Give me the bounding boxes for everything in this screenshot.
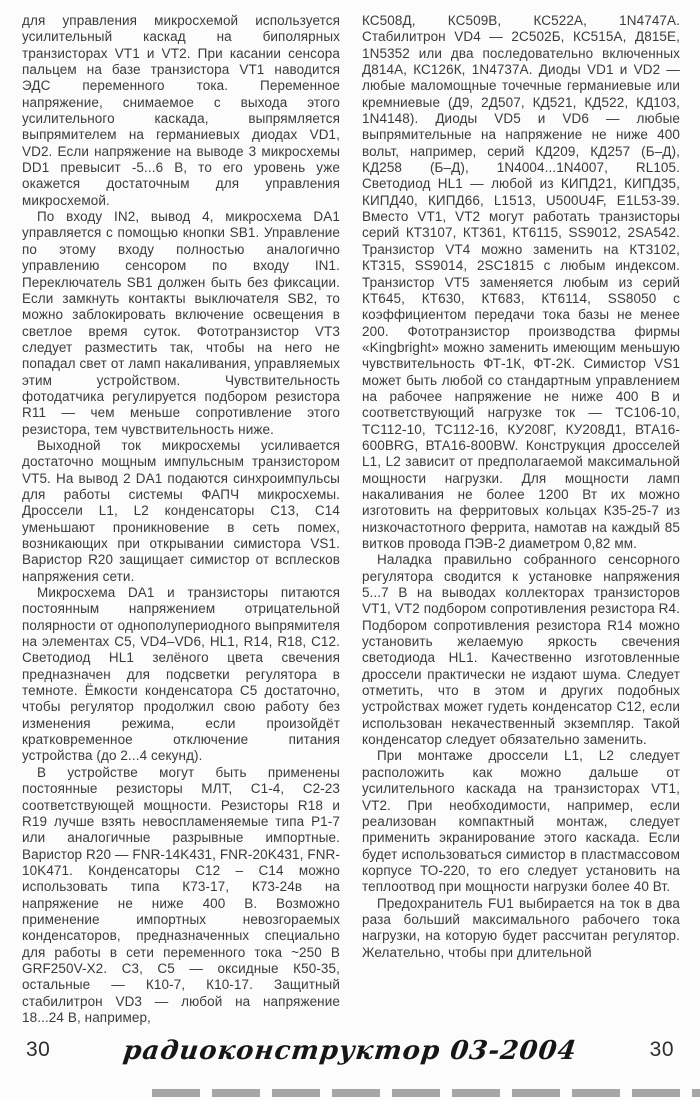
page-number-left: 30 (26, 1038, 51, 1061)
text-column-right (362, 13, 680, 1026)
page-footer (0, 1036, 700, 1076)
paragraph: для управления микросхемой используется усилительный каскад на биполярных транзисторах VT1 и VT2. При касании сенсора пальцем на базе транзистора VT1 наводится ЭДС переменного тока. Переменное напряжение, снимаемое с выхода этого усилительного каскада, выпрямляется выпрямителем на германиевых диодах VD1, VD2. Если напряжение на выводе 3 микросхемы DD1 превысит -5...6 В, то его уровень уже окажется достаточным для управления микросхемой. (22, 13, 340, 208)
paragraph: КС508Д, КС509В, КС522А, 1N4747A. Стабилитрон VD4 — 2С502Б, КС515А, Д815Е, 1N5352 или два последовательно включенных Д814А, КС126К, 1N4737A. Диоды VD1 и VD2 — любые маломощные точечные германиевые или кремниевые (Д9, 2Д507, КД521, КД522, КД103, 1N4148). Диоды VD5 и VD6 — любые выпрямительные на напряжение не ниже 400 вольт, например, серий КД209, КД257 (Б–Д), КД258 (Б–Д), 1N4004...1N4007, RL105. Светодиод HL1 — любой из КИПД21, КИПД35, КИПД40, КИПД66, L1513, U500U4F, E1L53-39. Вместо VT1, VT2 могут работать транзисторы серий КТ3107, КТ361, КТ6115, SS9012, 2SA542. Транзистор VT4 можно заменить на КТ3102, КТ315, SS9014, 2SC1815 с любым индексом. Транзистор VT5 заменяется любым из серий КТ645, КТ630, КТ683, КТ6114, SS8050 с коэффициентом передачи тока базы не менее 200. Фототранзистор производства фирмы «Kingbright» можно заменить имеющим меньшую чувствительность ФТ-1К, ФТ-2К. Симистор VS1 может быть любой со стандартным управлением на рабочее напряжение не ниже 400 В и соответствующий нагрузке ток — ТС106-10, ТС112-10, ТС112-16, КУ208Г, КУ208Д1, ВТА16-600BRG, ВТА16-800BW. Конструкция дросселей L1, L2 зависит от предполагаемой максимальной мощности нагрузки. Для мощности ламп накаливания не более 1200 Вт их можно изготовить на ферритовых кольцах К35-25-7 из низкочастотного феррита, намотав на каждый 85 витков провода ПЭВ-2 диаметром 0,82 мм. (362, 13, 680, 551)
journal-footer-title: радиоконструктор 03-2004 (121, 1036, 579, 1066)
paragraph: Микросхема DA1 и транзисторы питаются постоянным напряжением отрицательной полярности от однополупериодного выпрямителя на элементах С5, VD4–VD6, HL1, R14, R18, С12. Светодиод HL1 зелёного цвета свечения предназначен для подсветки регулятора в темноте. Ёмкости конденсатора С5 достаточно, чтобы регулятор продолжил свою работу без изменения режима, если произойдёт кратковременное отключение питания устройства (до 2...4 секунд). (22, 585, 340, 764)
paragraph: Предохранитель FU1 выбирается на ток в два раза больший максимального рабочего тока нагрузки, на которую будет рассчитан регулятор. Желательно, чтобы при длительной (362, 895, 680, 960)
paragraph: По входу IN2, вывод 4, микросхема DA1 управляется с помощью кнопки SB1. Управление по этому входу полностью аналогично управлению сенсором по входу IN1. Переключатель SB1 должен быть без фиксации. Если замкнуть контакты выключателя SB2, то можно заблокировать включение освещения в светлое время суток. Фототранзистор VT3 следует разместить так, чтобы на него не попадал свет от ламп накаливания, управляемых этим устройством. Чувствительность фотодатчика регулируется подбором резистора R11 — чем меньше сопротивление этого резистора, тем чувствительность ниже. (22, 209, 340, 437)
paragraph: В устройстве могут быть применены постоянные резисторы МЛТ, С1-4, С2-23 соответствующей мощности. Резисторы R18 и R19 лучше взять невоспламеняемые типа Р1-7 или аналогичные разрывные импортные. Варистор R20 — FNR-14K431, FNR-20K431, FNR-10K471. Конденсаторы С12 – С14 можно использовать типа К73-17, К73-24в на напряжение не ниже 400 В. Возможно применение импортных невозгораемых конденсаторов, предназначенных специально для работы в сети переменного тока ~250 В GRF250V-X2. С3, С5 — оксидные К50-35, остальные — К10-7, К10-17. Защитный стабилитрон VD3 — любой на напряжение 18...24 В, например, (22, 764, 340, 1025)
paragraph: Наладка правильно собранного сенсорного регулятора сводится к установке напряжения 5...7 В на выводах коллекторах транзисторов VT1, VT2 подбором сопротивления резистора R4. Подбором сопротивления резистора R14 можно установить желаемую яркость свечения светодиода HL1. Качественно изготовленные дроссели практически не издают шума. Следует отметить, что в этом и других подобных устройствах может гудеть конденсатор С12, если использован некачественный экземпляр. Такой конденсатор следует обязательно заменить. (362, 552, 680, 748)
scan-artifact-bar (152, 1089, 700, 1097)
page-number-right: 30 (649, 1038, 674, 1061)
paragraph: При монтаже дроссели L1, L2 следует расположить как можно дальше от усилительного каскада на транзисторах VT1, VT2. При необходимости, например, если реализован компактный монтаж, следует применить экранирование этого каскада. Если будет использоваться симистор в пластмассовом корпусе ТО-220, то его следует установить на теплоотвод при мощности нагрузки более 40 Вт. (362, 748, 680, 895)
paragraph: Выходной ток микросхемы усиливается достаточно мощным импульсным транзистором VT5. На вывод 2 DA1 подаются синхроимпульсы для работы системы ФАПЧ микросхемы. Дроссели L1, L2 конденсаторы С13, С14 уменьшают проникновение в сеть помех, возникающих при открывании симистора VS1. Варистор R20 защищает симистор от всплесков напряжения сети. (22, 437, 340, 584)
text-column-left (22, 13, 340, 1026)
